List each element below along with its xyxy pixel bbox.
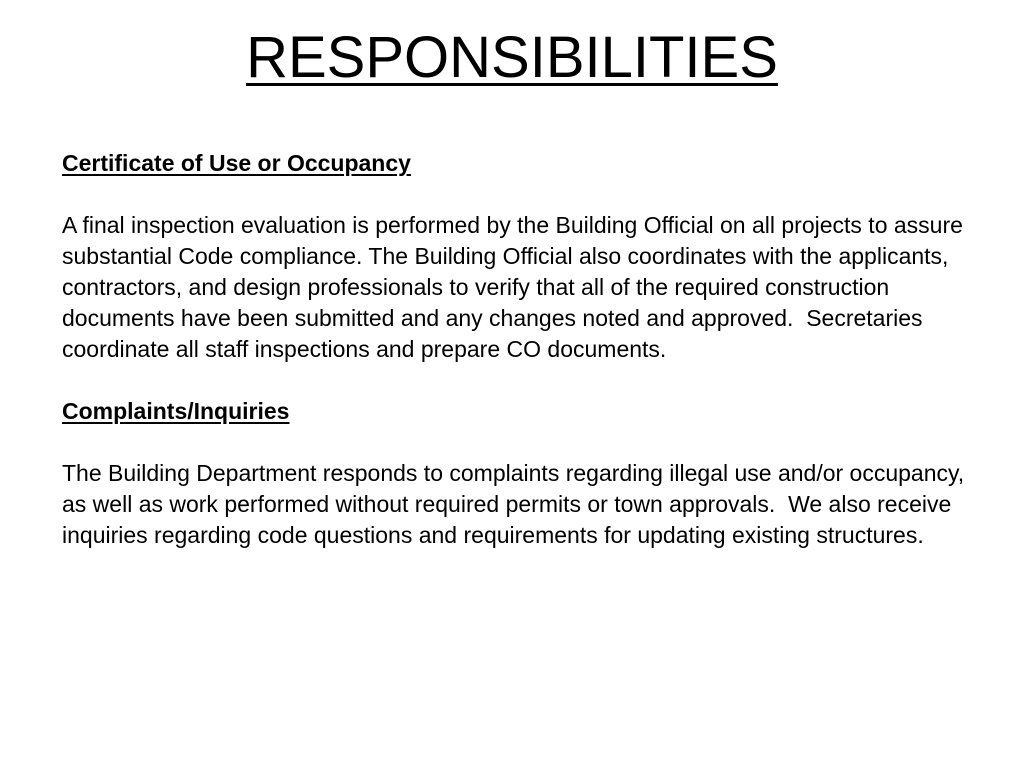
spacer [62,427,972,458]
slide-title: RESPONSIBILITIES [246,25,778,90]
section-text-complaints: The Building Department responds to complaints regarding illegal use and/or occupancy, as well as work performed without required permits or town approvals. We also receive inquiries regarding code questions and requirements for updating existing structures. [62,460,971,548]
spacer [62,365,972,396]
section-text-certificate: A final inspection evaluation is performed by the Building Official on all projects to assure substantial Code compliance. The Building Official also coordinates with the applicants, contractors, and design professionals to verify that all of the required construction documents have been submitted and any changes noted and approved. Secretaries coordinate all staff inspections and prepare CO documents. [62,212,970,362]
slide-body [62,148,972,551]
section-heading-certificate: Certificate of Use or Occupancy [62,150,411,176]
spacer [62,179,972,210]
section-heading-complaints: Complaints/Inquiries [62,398,290,424]
